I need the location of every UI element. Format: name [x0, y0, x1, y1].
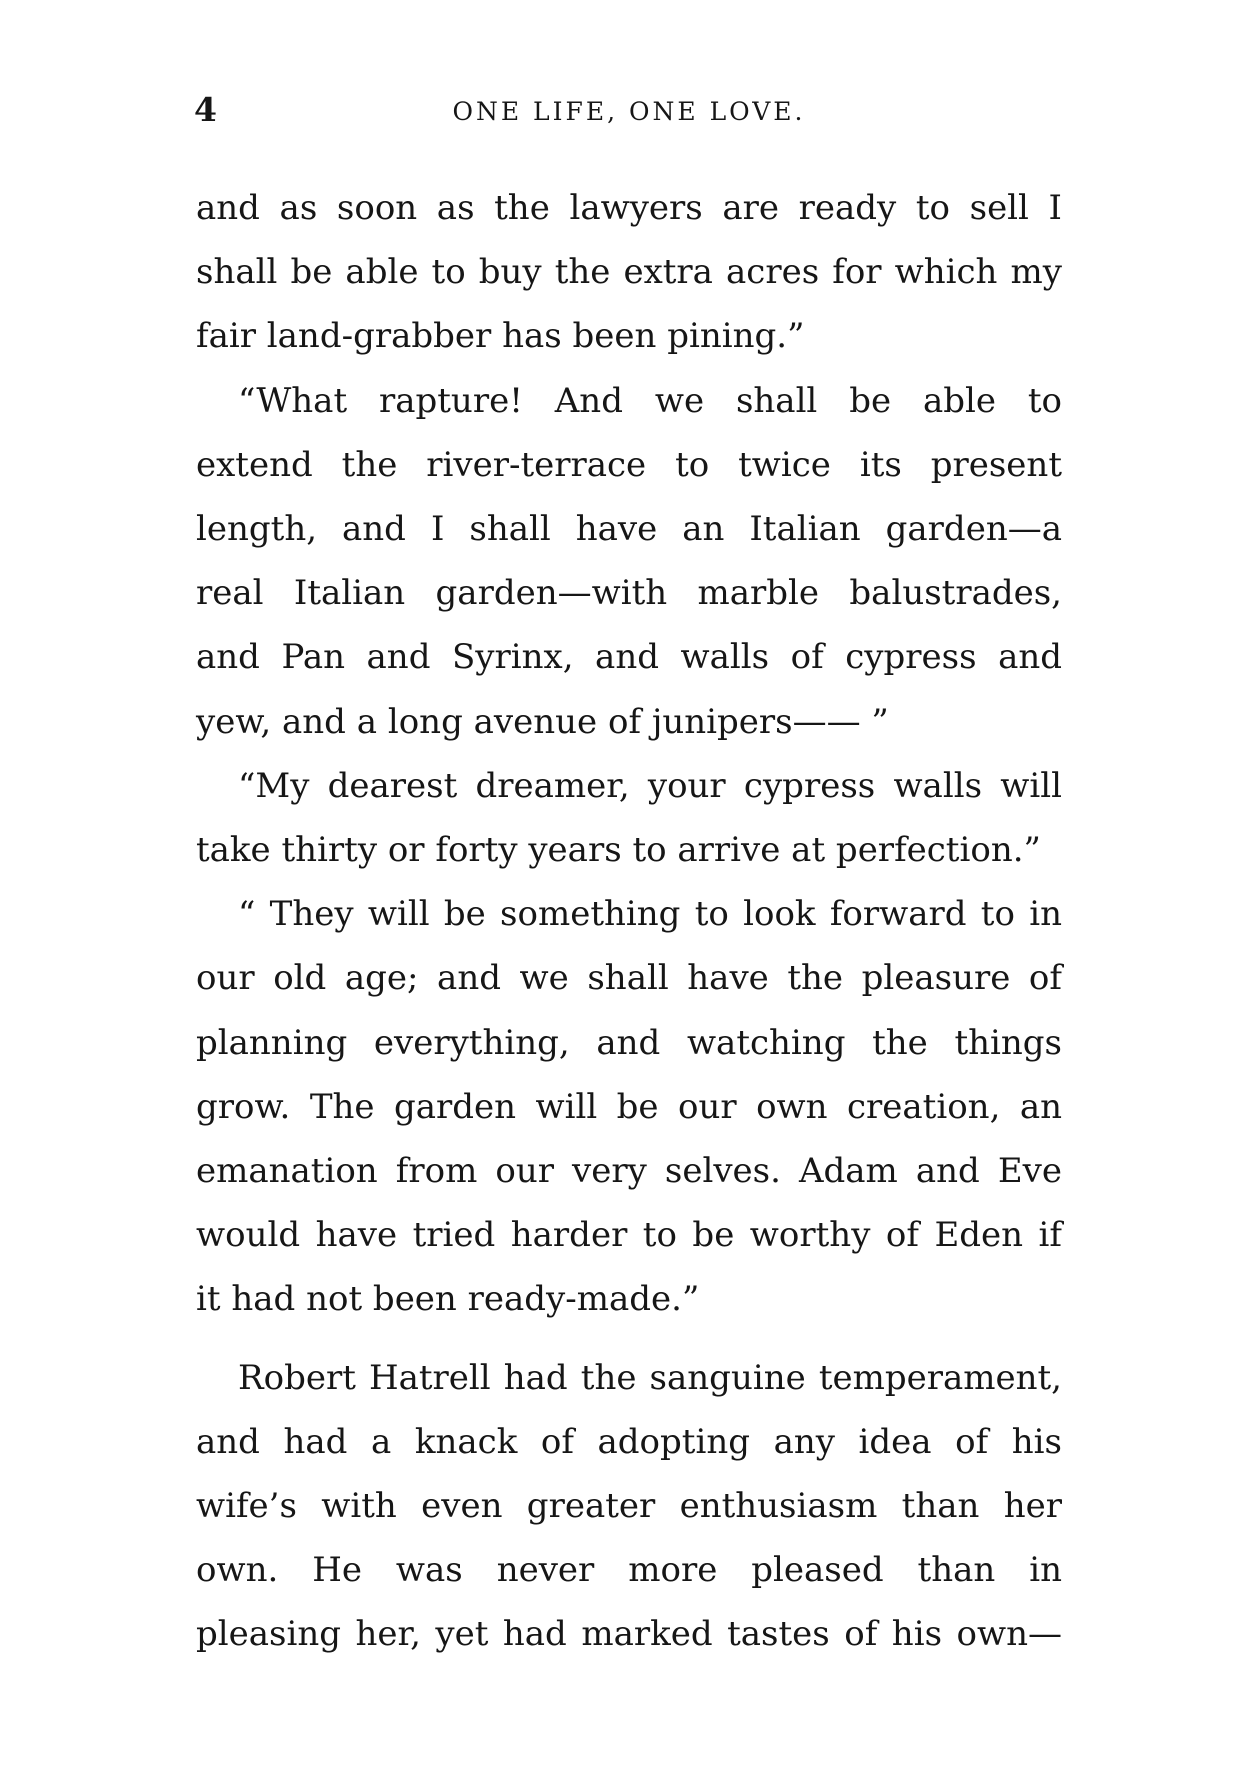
- paragraph-5: [196, 1346, 1062, 1667]
- text-line: pleasing her, yet had marked tastes of his own—: [196, 1614, 1062, 1655]
- text-line: “My dearest dreamer, your cypress walls will: [238, 765, 1062, 806]
- text-line: length, and I shall have an Italian garden—a: [196, 509, 1062, 550]
- paragraph-3: [196, 754, 1062, 882]
- text-line: wife’s with even greater enthusiasm than her: [196, 1486, 1062, 1527]
- text-line: planning everything, and watching the things: [196, 1022, 1062, 1063]
- text-line: “What rapture! And we shall be able to: [238, 380, 1062, 421]
- text-line: yew, and a long avenue of junipers—— ”: [196, 701, 889, 742]
- paragraph-2: [196, 369, 1062, 754]
- text-line: our old age; and we shall have the pleasure of: [196, 958, 1062, 999]
- body-text: [196, 176, 1062, 1667]
- running-head: [194, 90, 1064, 130]
- text-line: grow. The garden will be our own creation, an: [196, 1086, 1062, 1127]
- text-line: “ They will be something to look forward to in: [238, 894, 1062, 935]
- text-line: and as soon as the lawyers are ready to sell I: [196, 188, 1062, 228]
- text-line: take thirty or forty years to arrive at perfection.”: [196, 830, 1041, 871]
- text-line: fair land-grabber has been pining.”: [196, 316, 805, 357]
- paragraph-1: [196, 176, 1062, 369]
- text-line: it had not been ready-made.”: [196, 1279, 700, 1320]
- text-line: own. He was never more pleased than in: [196, 1550, 1062, 1591]
- text-line: shall be able to buy the extra acres for which my: [196, 252, 1062, 293]
- text-line: extend the river-terrace to twice its present: [196, 444, 1062, 485]
- page-number: 4: [194, 90, 217, 129]
- text-line: real Italian garden—with marble balustrades,: [196, 573, 1062, 614]
- text-line: and Pan and Syrinx, and walls of cypress and: [196, 637, 1062, 678]
- paragraph-4: [196, 882, 1062, 1331]
- running-title: ONE LIFE, ONE LOVE.: [452, 97, 806, 126]
- text-line: and had a knack of adopting any idea of his: [196, 1421, 1062, 1462]
- text-line: would have tried harder to be worthy of Eden if: [196, 1215, 1062, 1256]
- text-line: emanation from our very selves. Adam and Eve: [196, 1151, 1062, 1192]
- text-line: Robert Hatrell had the sanguine temperament,: [238, 1357, 1062, 1398]
